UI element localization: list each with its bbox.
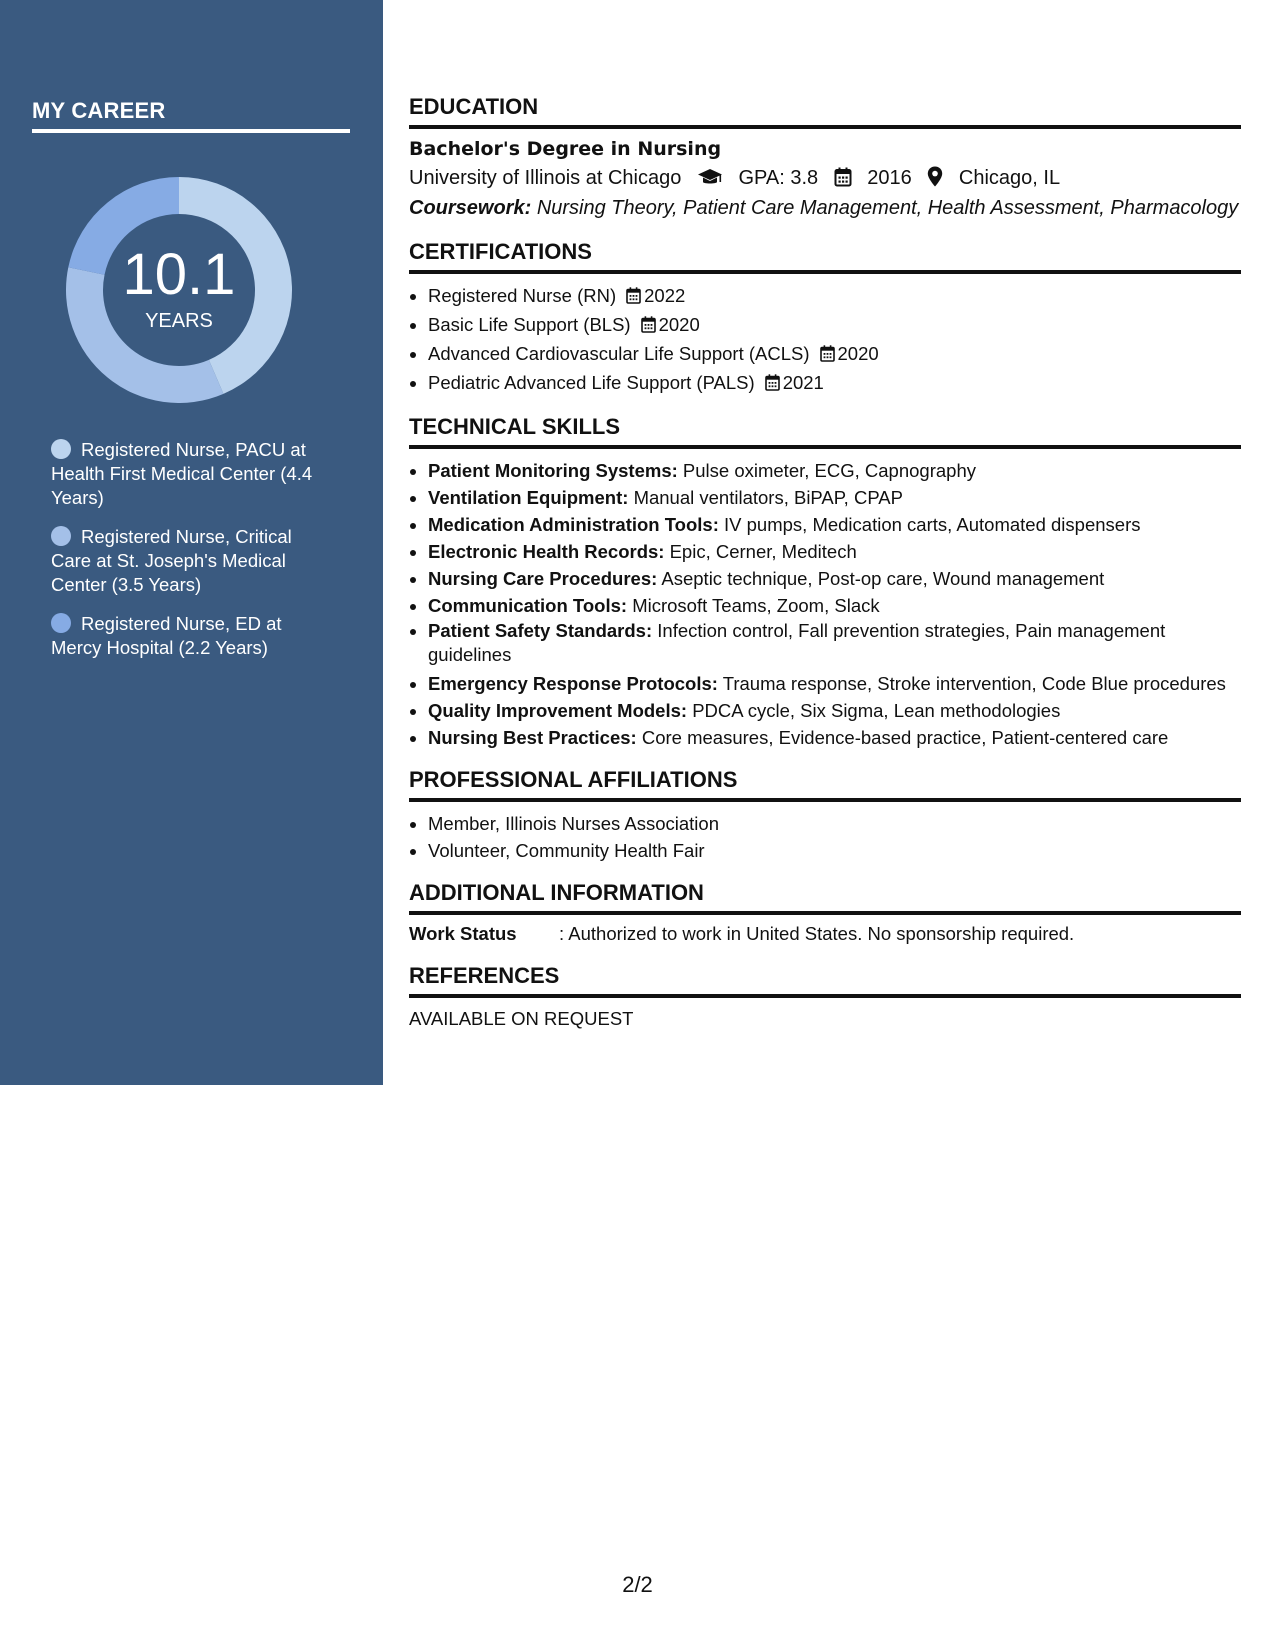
affiliation-item: • Member, Illinois Nurses Association [428,810,1241,837]
certifications-list [409,282,1241,398]
affiliations-section [409,767,1241,864]
references-heading: REFERENCES [409,963,1241,998]
affiliations-list [409,810,1241,864]
skill-category: Patient Monitoring Systems: [428,460,678,481]
sidebar [0,0,383,1085]
calendar-icon [820,342,835,369]
legend-dot-icon [51,439,71,459]
skill-values: Infection control, Fall prevention strategies, Pain management guidelines [428,620,1166,665]
gpa: GPA: 3.8 [738,167,819,189]
career-item-label: Registered Nurse, PACU at Health First Medical Center (4.4 Years) [51,439,313,508]
career-item-label: Registered Nurse, ED at Mercy Hospital (2.2 Years) [51,613,282,658]
donut-center [66,177,292,403]
skill-item [428,484,1241,511]
legend-dot-icon [51,526,71,546]
career-list [51,438,331,675]
calendar-icon [765,371,780,398]
career-donut-chart [66,177,292,403]
certification-year: 2020 [658,314,700,335]
education-details [409,163,1241,193]
skill-item [428,457,1241,484]
map-pin-icon [927,166,943,187]
education-heading: EDUCATION [409,94,1241,129]
certification-year: 2022 [644,285,686,306]
career-item [51,525,331,597]
graduation-year: 2016 [867,167,912,189]
skill-values: IV pumps, Medication carts, Automated dispensers [724,514,1141,535]
skill-category: Medication Administration Tools: [428,514,719,535]
page-number: 2/2 [622,1572,653,1597]
skill-values: PDCA cycle, Six Sigma, Lean methodologies [692,700,1061,721]
school-location: Chicago, IL [958,167,1061,189]
work-status-value: : Authorized to work in United States. No sponsorship required. [559,923,1075,944]
additional-info-section [409,880,1241,947]
skill-values: Microsoft Teams, Zoom, Slack [632,595,880,616]
skill-item [428,538,1241,565]
certification-name: Basic Life Support (BLS) [428,314,631,335]
skills-heading: TECHNICAL SKILLS [409,414,1241,449]
skill-values: Pulse oximeter, ECG, Capnography [682,460,976,481]
skill-category: Communication Tools: [428,595,628,616]
certification-item [428,282,1241,311]
skill-category: Electronic Health Records: [428,541,665,562]
affiliations-heading: PROFESSIONAL AFFILIATIONS [409,767,1241,802]
calendar-icon [641,313,656,340]
skill-category: Quality Improvement Models: [428,700,688,721]
additional-info-heading: ADDITIONAL INFORMATION [409,880,1241,915]
references-text: AVAILABLE ON REQUEST [409,1008,634,1029]
skill-values: Manual ventilators, BiPAP, CPAP [633,487,903,508]
skill-values: Trauma response, Stroke intervention, Code Blue procedures [722,673,1226,694]
degree-title: Bachelor's Degree in Nursing [409,138,722,160]
skills-list [409,457,1241,751]
skill-item [428,697,1241,724]
skill-item [428,670,1241,697]
career-item [51,438,331,510]
skill-values: Aseptic technique, Post-op care, Wound management [661,568,1105,589]
certification-name: Pediatric Advanced Life Support (PALS) [428,372,755,393]
affiliation-item: • Volunteer, Community Health Fair [428,837,1241,864]
certification-year: 2021 [782,372,824,393]
skill-category: Patient Safety Standards: [428,620,653,641]
certification-item [428,340,1241,369]
skill-values: Core measures, Evidence-based practice, Patient-centered care [641,727,1169,748]
career-heading: MY CAREER [32,98,350,133]
coursework-list: Nursing Theory, Patient Care Management, Health Assessment, Pharmacology [536,197,1239,219]
certification-item [428,311,1241,340]
career-item [51,612,331,660]
calendar-icon [834,167,852,187]
coursework [409,193,1241,223]
skill-category: Ventilation Equipment: [428,487,629,508]
work-status-row [409,921,1241,947]
certification-name: Registered Nurse (RN) [428,285,617,306]
skill-item [428,592,1241,619]
career-item-label: Registered Nurse, Critical Care at St. Joseph's Medical Center (3.5 Years) [51,526,292,595]
skill-category: Nursing Care Procedures: [428,568,658,589]
work-status-label: Work Status [409,923,517,944]
school-name: University of Illinois at Chicago [409,167,682,189]
education-section [409,94,1241,223]
legend-dot-icon [51,613,71,633]
skill-category: Nursing Best Practices: [428,727,637,748]
certification-year: 2020 [837,343,879,364]
calendar-icon [626,284,641,311]
certifications-heading: CERTIFICATIONS [409,239,1241,274]
skill-item [428,511,1241,538]
skill-item [428,565,1241,592]
references-section [409,963,1241,1032]
graduation-cap-icon [697,167,723,187]
skill-category: Emergency Response Protocols: [428,673,718,694]
skills-section [409,414,1241,751]
certification-name: Advanced Cardiovascular Life Support (ACLS) [428,343,810,364]
certification-item [428,369,1241,398]
skill-values: Epic, Cerner, Meditech [669,541,857,562]
coursework-label: Coursework: [409,197,532,219]
skill-item [428,619,1241,667]
certifications-section [409,239,1241,398]
total-years-unit: YEARS [145,310,213,332]
total-years-value: 10.1 [122,242,236,307]
skill-item [428,724,1241,751]
main-content [409,94,1241,1048]
